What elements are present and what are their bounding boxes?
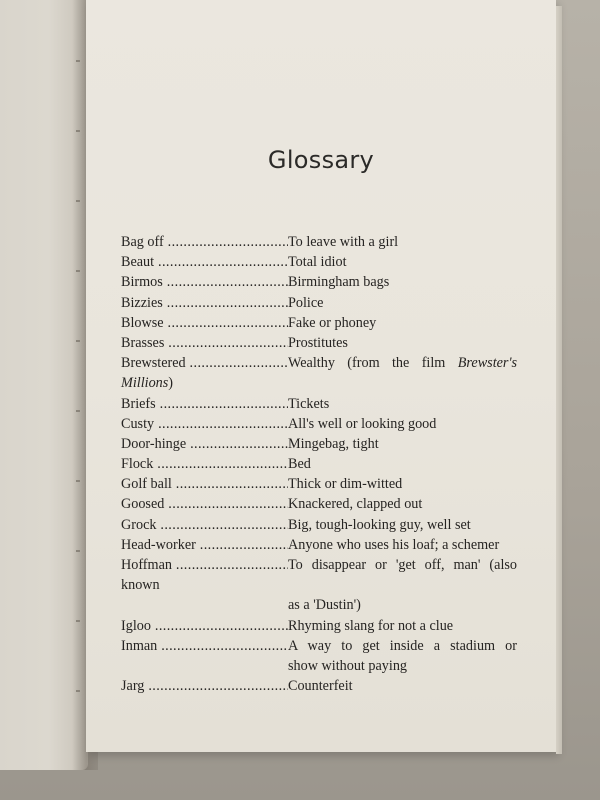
glossary-term: Custy ..... (121, 414, 288, 434)
glossary-term: Flock ..... (121, 454, 288, 474)
binding-stitch (76, 690, 80, 692)
binding-stitch (76, 270, 80, 272)
binding-stitch (76, 480, 80, 482)
glossary-entry (121, 394, 517, 414)
glossary-definition: Anyone who uses his loaf; a schemer (288, 536, 500, 553)
glossary-definition: To disappear or 'get off, man' (also (288, 557, 517, 574)
glossary-entry (121, 494, 517, 514)
glossary-entry (121, 434, 517, 454)
glossary-definition: A way to get inside a stadium or (288, 637, 517, 654)
glossary-definition: Police (288, 294, 324, 311)
glossary-entry (121, 616, 517, 636)
glossary-term: Birmos ..... (121, 272, 288, 292)
glossary-definition: Prostitutes (288, 334, 348, 351)
glossary-entry (121, 636, 517, 656)
glossary-definition: Tickets (288, 395, 330, 412)
glossary-entry (121, 414, 517, 434)
glossary-definition (288, 353, 517, 373)
definition-wrap-line (121, 373, 173, 393)
glossary-entry (121, 535, 517, 555)
glossary-definition: Big, tough-looking guy, well set (288, 516, 471, 533)
glossary-entry (121, 293, 517, 313)
glossary-entry (121, 272, 517, 292)
glossary-term: Bizzies ..... (121, 293, 288, 313)
glossary-definition: Rhyming slang for not a clue (288, 617, 454, 634)
glossary-definition: All's well or looking good (288, 415, 437, 432)
glossary-entry (121, 515, 517, 535)
glossary-term: Bag off ..... (121, 232, 288, 252)
glossary-term: Goosed ..... (121, 494, 288, 514)
glossary-definition: show without paying (288, 657, 408, 674)
page-title: Glossary (267, 146, 375, 174)
definition-wrap-line: known (121, 577, 160, 594)
glossary-entry (121, 333, 517, 353)
glossary-term: Beaut ..... (121, 252, 288, 272)
glossary-term: Brasses ..... (121, 333, 288, 353)
glossary-definition: Total idiot (288, 254, 347, 271)
glossary-entry (121, 454, 517, 474)
film-title-italic: Brewster's (457, 355, 518, 372)
glossary-entry (121, 676, 517, 696)
binding-stitch (76, 550, 80, 552)
glossary-definition: Counterfeit (288, 678, 353, 695)
glossary-list (121, 232, 517, 696)
glossary-term: Brewstered ..... (121, 353, 288, 373)
glossary-definition: Knackered, clapped out (288, 496, 423, 513)
glossary-term: Blowse ..... (121, 313, 288, 333)
glossary-term: Grock ..... (121, 515, 288, 535)
glossary-definition: To leave with a girl (288, 234, 399, 250)
glossary-entry (121, 555, 517, 595)
glossary-entry (121, 252, 517, 272)
binding-stitch (76, 130, 80, 132)
glossary-definition: Fake or phoney (288, 314, 377, 331)
binding-stitch (76, 200, 80, 202)
glossary-entry (121, 353, 517, 393)
glossary-term: Head-worker ..... (121, 535, 288, 555)
glossary-definition: Birmingham bags (288, 274, 390, 291)
page-edge (556, 6, 562, 754)
glossary-term: Igloo ..... (121, 616, 288, 636)
binding-stitch (76, 620, 80, 622)
glossary-entry-continuation (121, 595, 517, 615)
glossary-definition: as a 'Dustin') (288, 597, 361, 614)
glossary-entry (121, 232, 517, 252)
glossary-definition: Mingebag, tight (288, 435, 379, 452)
glossary-definition: Thick or dim-witted (288, 476, 403, 493)
glossary-term: Hoffman ..... (121, 555, 288, 575)
binding-stitch (76, 60, 80, 62)
binding-stitch (76, 340, 80, 342)
glossary-entry (121, 313, 517, 333)
binding-stitch (76, 410, 80, 412)
glossary-term: Inman ..... (121, 636, 288, 656)
film-title-italic: Millions (121, 375, 169, 392)
glossary-definition: Bed (288, 456, 311, 473)
glossary-term: Golf ball ..... (121, 474, 288, 494)
glossary-term: Jarg ..... (121, 676, 288, 696)
definition-text: ) (168, 375, 174, 392)
glossary-term: Briefs ..... (121, 394, 288, 414)
glossary-entry (121, 474, 517, 494)
glossary-entry-continuation (121, 656, 517, 676)
glossary-term: Door-hinge ..... (121, 434, 288, 454)
definition-text: Wealthy (from the film (288, 355, 446, 372)
